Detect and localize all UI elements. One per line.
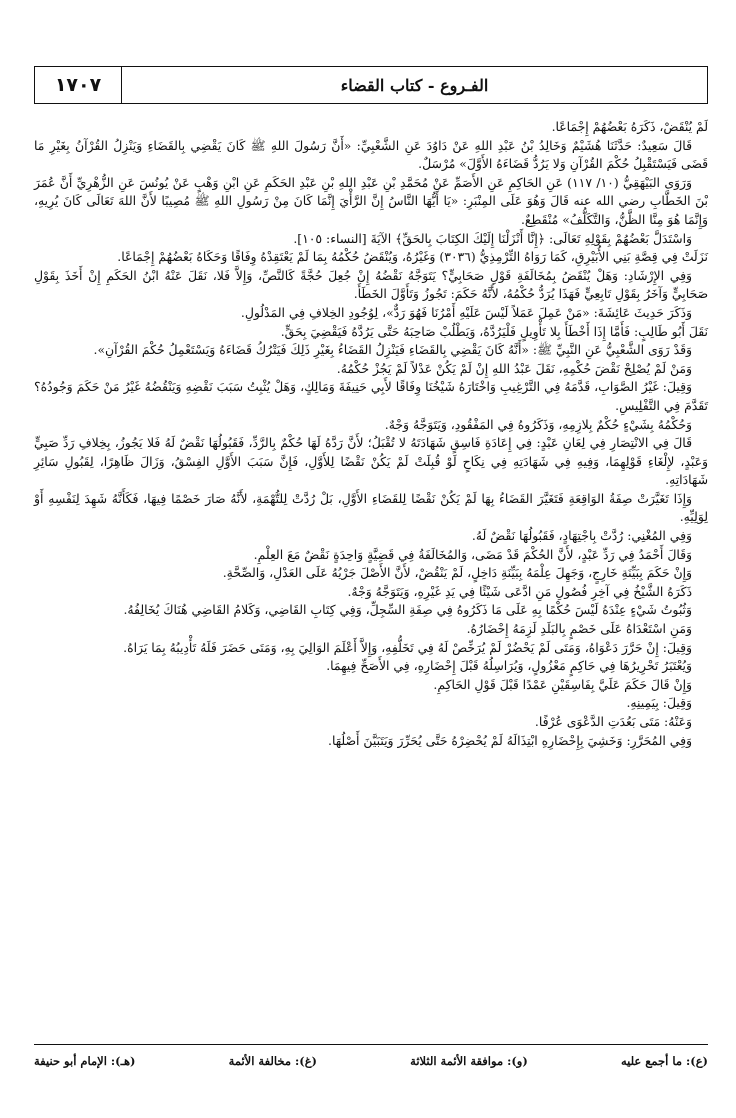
- paragraph: وَفِي المُحَرَّرِ: وَخَشِيَ بِإِحْضَارِهِ ابْتِذَالَهُ لَمْ يُحْضِرْهُ حَتَّى يُحَرِّرَ وَيَتَبَيَّنَ أَصْلُهَا.: [328, 732, 692, 748]
- book-page: [34, 66, 708, 1096]
- paragraph: وَإِنْ قَالَ حَكَمَ عَلَيَّ بِفَاسِقَيْنِ عَمْدًا قَبْلَ قَوْلِ الحَاكِمِ.: [433, 676, 692, 692]
- paragraph: وَقِيلَ: إِنْ حَرَّرَ دَعْوَاهُ، وَمَتَى لَمْ يَحْضُرْ لَمْ يُرَخِّصْ لَهُ فِي تَخَلُّفِهِ، وَإِلاَّ أَعْلَمَ الوَالِيَ بِهِ، وَمَتَى حَضَرَ فَلَهُ تَأْدِيبُهُ بِمَا يَرَاهُ.: [123, 639, 692, 655]
- key-three-imams: (و): موافقة الأئمة الثلاثة: [410, 1054, 528, 1068]
- paragraph: نَزَلَتْ فِي قِصَّةِ بَنِي الأُبَيْرِقِ، كَمَا رَوَاهُ التِّرْمِذِيُّ (٣٠٣٦) وَغَيْرُهُ، وَيُنْقَضُ حُكْمُهُ بِمَا لَمْ يَعْتَقِدْهُ وِفَاقًا وَحَكَاهُ بَعْضُهُمْ إِجْمَاعًا.: [117, 249, 708, 265]
- paragraph: وَقَالَ أَحْمَدُ فِي رَدِّ عَبْدٍ، لأَنَّ الحُكْمَ قَدْ مَضَى، وَالمُخَالَفَةُ فِي قَضِيَّةٍ وَاحِدَةٍ نَقْضٌ مَعَ العِلْمِ.: [253, 546, 692, 562]
- paragraph: قَالَ فِي الانْتِصَارِ فِي لِعَانِ عَبْدٍ: فِي إِعَادَةِ فَاسِقٍ شَهَادَتَهُ لا تُقْبَلُ؛ لأَنَّ رَدَّهُ لَهَا حُكْمٌ بِالرَّدِّ، فَقَبُولُهَا نَقْضٌ لَهُ فَلا يَجُوزُ، بِخِلافِ رَدِّ صَبِيٍّ وَعَبْدٍ، لإِلْغَاءِ قَوْلِهِمَا، وَفِيهِ فِي شَهَادَتِهِ فِي نِكَاحٍ لَوْ قُبِلَتْ لَمْ يَكُنْ نَقْضًا لِلأَوَّلِ، فَإِنَّ سَبَبَ الأَوَّلِ الفِسْقُ، وَزَالَ ظَاهِرًا، لِقَبُولِ سَائِرِ شَهَادَاتِهِ.: [34, 435, 708, 488]
- paragraph: لَمْ يُنْقَضْ، ذَكَرَهُ بَعْضُهُمْ إِجْمَاعًا.: [551, 119, 708, 134]
- page-number: ١٧٠٧: [35, 67, 122, 103]
- paragraph: وَحُكْمُهُ بِشَيْءٍ حُكْمٌ بِلازِمِهِ، وَذَكَرُوهُ فِي المَفْقُودِ، وَيَتَوَجَّهُ وَجْهٌ.: [384, 416, 692, 432]
- paragraph: وَرَوَى البَيْهَقِيُّ (١٠/ ١١٧) عَنِ الحَاكِمِ عَنِ الأَصَمِّ عَنْ مُحَمَّدِ بْنِ عَبْدِ اللهِ بْنِ عَبْدِ الحَكَمِ عَنِ ابْنِ وَهْبٍ عَنْ يُونُسَ عَنِ الزُّهْرِيِّ أَنَّ عُمَرَ بْنَ الخَطَّابِ رضي الله عنه قَالَ وَهُوَ عَلَى المِنْبَرِ: «يَا أَيُّهَا النَّاسُ إِنَّ الرَّأْيَ إِنَّمَا كَانَ مِنْ رَسُولِ اللهِ ﷺ مُصِيبًا لأَنَّ اللهَ تَعَالَى كَانَ يُرِيهِ، وَإِنَّمَا هُوَ مِنَّا الظَّنُّ، وَالتَّكَلُّفُ» مُنْقَطِعٌ.: [34, 174, 708, 227]
- paragraph: وَقِيلَ: غَيْرُ الصَّوَابِ، قَدَّمَهُ فِي التَّرْغِيبِ وَاخْتَارَهُ شَيْخُنَا وِفَاقًا لأَبِي حَنِيفَةَ وَمَالِكٍ، وَهَلْ يُثْبِتُ سَبَبَ نَقْضِهِ وَيَنْقُضُهُ غَيْرُ مَنْ حَكَمَ وَجُودُهُ؟ تَقَدَّمَ فِي التَّفْلِيسِ.: [34, 379, 708, 413]
- paragraph: وَإِذَا تَغَيَّرَتْ صِفَةُ الوَاقِعَةِ فَتَغَيَّرَ القَضَاءُ بِهَا لَمْ يَكُنْ نَقْضًا لِلقَضَاءِ الأَوَّلِ، بَلْ رُدَّتْ لِلتُّهْمَةِ، لأَنَّهُ صَارَ خَصْمًا فِيهَا، فَكَأَنَّهُ شَهِدَ لِنَفْسِهِ أَوْ لِوَلِيِّهِ.: [34, 490, 708, 525]
- paragraph: وَيُعْتَبَرُ تَحْرِيرُهَا فِي حَاكِمٍ مَعْزُولٍ، وَيُرَاسِلُهُ قَبْلَ إِحْضَارِهِ، فِي الأَصَحِّ فِيهِمَا.: [326, 658, 692, 674]
- page-header: [34, 66, 708, 104]
- paragraph: وَعَنْهُ: مَتَى بَعُدَتِ الدَّعْوَى عُرْفًا.: [534, 714, 692, 729]
- key-agreed: (ع): ما أجمع عليه: [620, 1054, 708, 1068]
- footer-divider: [34, 1044, 708, 1045]
- key-differ: (غ): مخالفة الأئمة: [228, 1054, 317, 1068]
- paragraph: ذَكَرَهُ الشَّيْخُ فِي آخِرِ فُصُولِ مَنِ ادَّعَى شَيْئًا فِي يَدِ غَيْرِهِ، وَيَتَوَجَّهُ وَجْهٌ.: [347, 583, 692, 599]
- paragraph: وَذَكَرَ حَدِيثَ عَائِشَةَ: «مَنْ عَمِلَ عَمَلاً لَيْسَ عَلَيْهِ أَمْرُنَا فَهُوَ رَدٌّ»، لِوُجُودِ الخِلافِ فِي المَدْلُولِ.: [240, 304, 692, 320]
- page-body: [34, 118, 708, 750]
- paragraph: وَمَنْ لَمْ يُصْلِحْ نَقْضَ حُكْمِهِ، نَقَلَ عَبْدُ اللهِ إِنْ لَمْ يَكُنْ عَدْلاً لَمْ يَجُزْ حُكْمُهُ.: [336, 360, 692, 376]
- paragraph: وَقِيلَ: بِيَمِينِهِ.: [626, 695, 692, 711]
- paragraph: وَفِي المُغْنِي: رُدَّتْ بِاجْتِهَادٍ، فَقَبُولُهَا نَقْضٌ لَهُ.: [471, 528, 692, 544]
- paragraph: نَقَلَ أَبُو طَالِبٍ: فَأَمَّا إِذَا أَخْطَأَ بِلا تَأْوِيلٍ فَلْيَرُدَّهُ، وَيَطْلُبْ صَاحِبَهُ حَتَّى يَرُدَّهُ فَيَقْضِيَ بِحَقٍّ.: [280, 323, 708, 339]
- paragraph: قَالَ سَعِيدٌ: حَدَّثَنَا هُشَيْمٌ وَخَالِدُ بْنُ عَبْدِ اللهِ عَنْ دَاوُدَ عَنِ الشَّعْبِيِّ: «أَنَّ رَسُولَ اللهِ ﷺ كَانَ يَقْضِي بِالقَضَاءِ وَيَنْزِلُ القُرْآنُ بِغَيْرِ مَا قَضَى فَيَسْتَقْبِلُ حُكْمَ القُرْآنِ وَلا يَرُدُّ قَضَاءَهُ الأَوَّلَ» مُرْسَلٌ.: [34, 137, 708, 172]
- symbols-key: [34, 1054, 708, 1068]
- running-title: الفـروع - كتاب القضاء: [340, 75, 489, 95]
- paragraph: وَفِي الإِرْشَادِ: وَهَلْ يُنْقَضُ بِمُخَالَفَةِ قَوْلِ صَحَابِيٍّ؟ يَتَوَجَّهُ نَقْضُهُ إِنْ جُعِلَ حُجَّةً كَالنَّصِّ، وَإِلاَّ فَلا، نَقَلَ عَنْهُ ابْنُ الحَكَمِ إِنْ أَخَذَ بِقَوْلِ صَحَابِيٍّ وَآخَرُ بِقَوْلِ تَابِعِيٍّ فَهَذَا يُرَدُّ حُكْمُهُ، لأَنَّهُ حَكَمَ: تَجُوزُ وَتَأَوَّلَ الخَطَأَ.: [34, 267, 708, 302]
- paragraph: وَاسْتَدَلَّ بَعْضُهُمْ بِقَوْلِهِ تَعَالَى: ﴿إِنَّا أَنْزَلْنَا إِلَيْكَ الكِتَابَ بِالحَقِّ﴾ الآيَةَ [النساء: ١٠٥].: [293, 230, 692, 246]
- key-abu-hanifa: (هـ): الإمام أبو حنيفة: [34, 1054, 136, 1068]
- paragraph: وَقَدْ رَوَى الشَّعْبِيُّ عَنِ النَّبِيِّ ﷺ: «أَنَّهُ كَانَ يَقْضِي بِالقَضَاءِ فَيَنْزِلُ القَضَاءُ بِغَيْرِ ذَلِكَ فَيَتْرُكُ قَضَاءَهُ وَيَسْتَعْمِلُ حُكْمَ القُرْآنِ».: [93, 342, 692, 358]
- paragraph: وَمَنِ اسْتَعْدَاهُ عَلَى خَصْمٍ بِالبَلَدِ لَزِمَهُ إِحْضَارُهُ.: [466, 621, 692, 637]
- paragraph: وَإِنْ حَكَمَ بِبَيِّنَةِ خَارِجٍ، وَجَهِلَ عِلْمَهُ بِبَيِّنَةِ دَاخِلٍ، لَمْ يَنْقُضْ، لأَنَّ الأَصْلَ جَرْيُهُ عَلَى العَدْلِ، وَالصِّحَّةِ.: [222, 565, 692, 581]
- paragraph: وَثُبُوتُ شَيْءٍ عِنْدَهُ لَيْسَ حُكْمًا بِهِ عَلَى مَا ذَكَرُوهُ فِي صِفَةِ السِّجِلِّ، وَفِي كِتَابِ القَاضِي، وَكَلامُ القَاضِي هُنَاكَ يُخَالِفُهُ.: [123, 602, 692, 618]
